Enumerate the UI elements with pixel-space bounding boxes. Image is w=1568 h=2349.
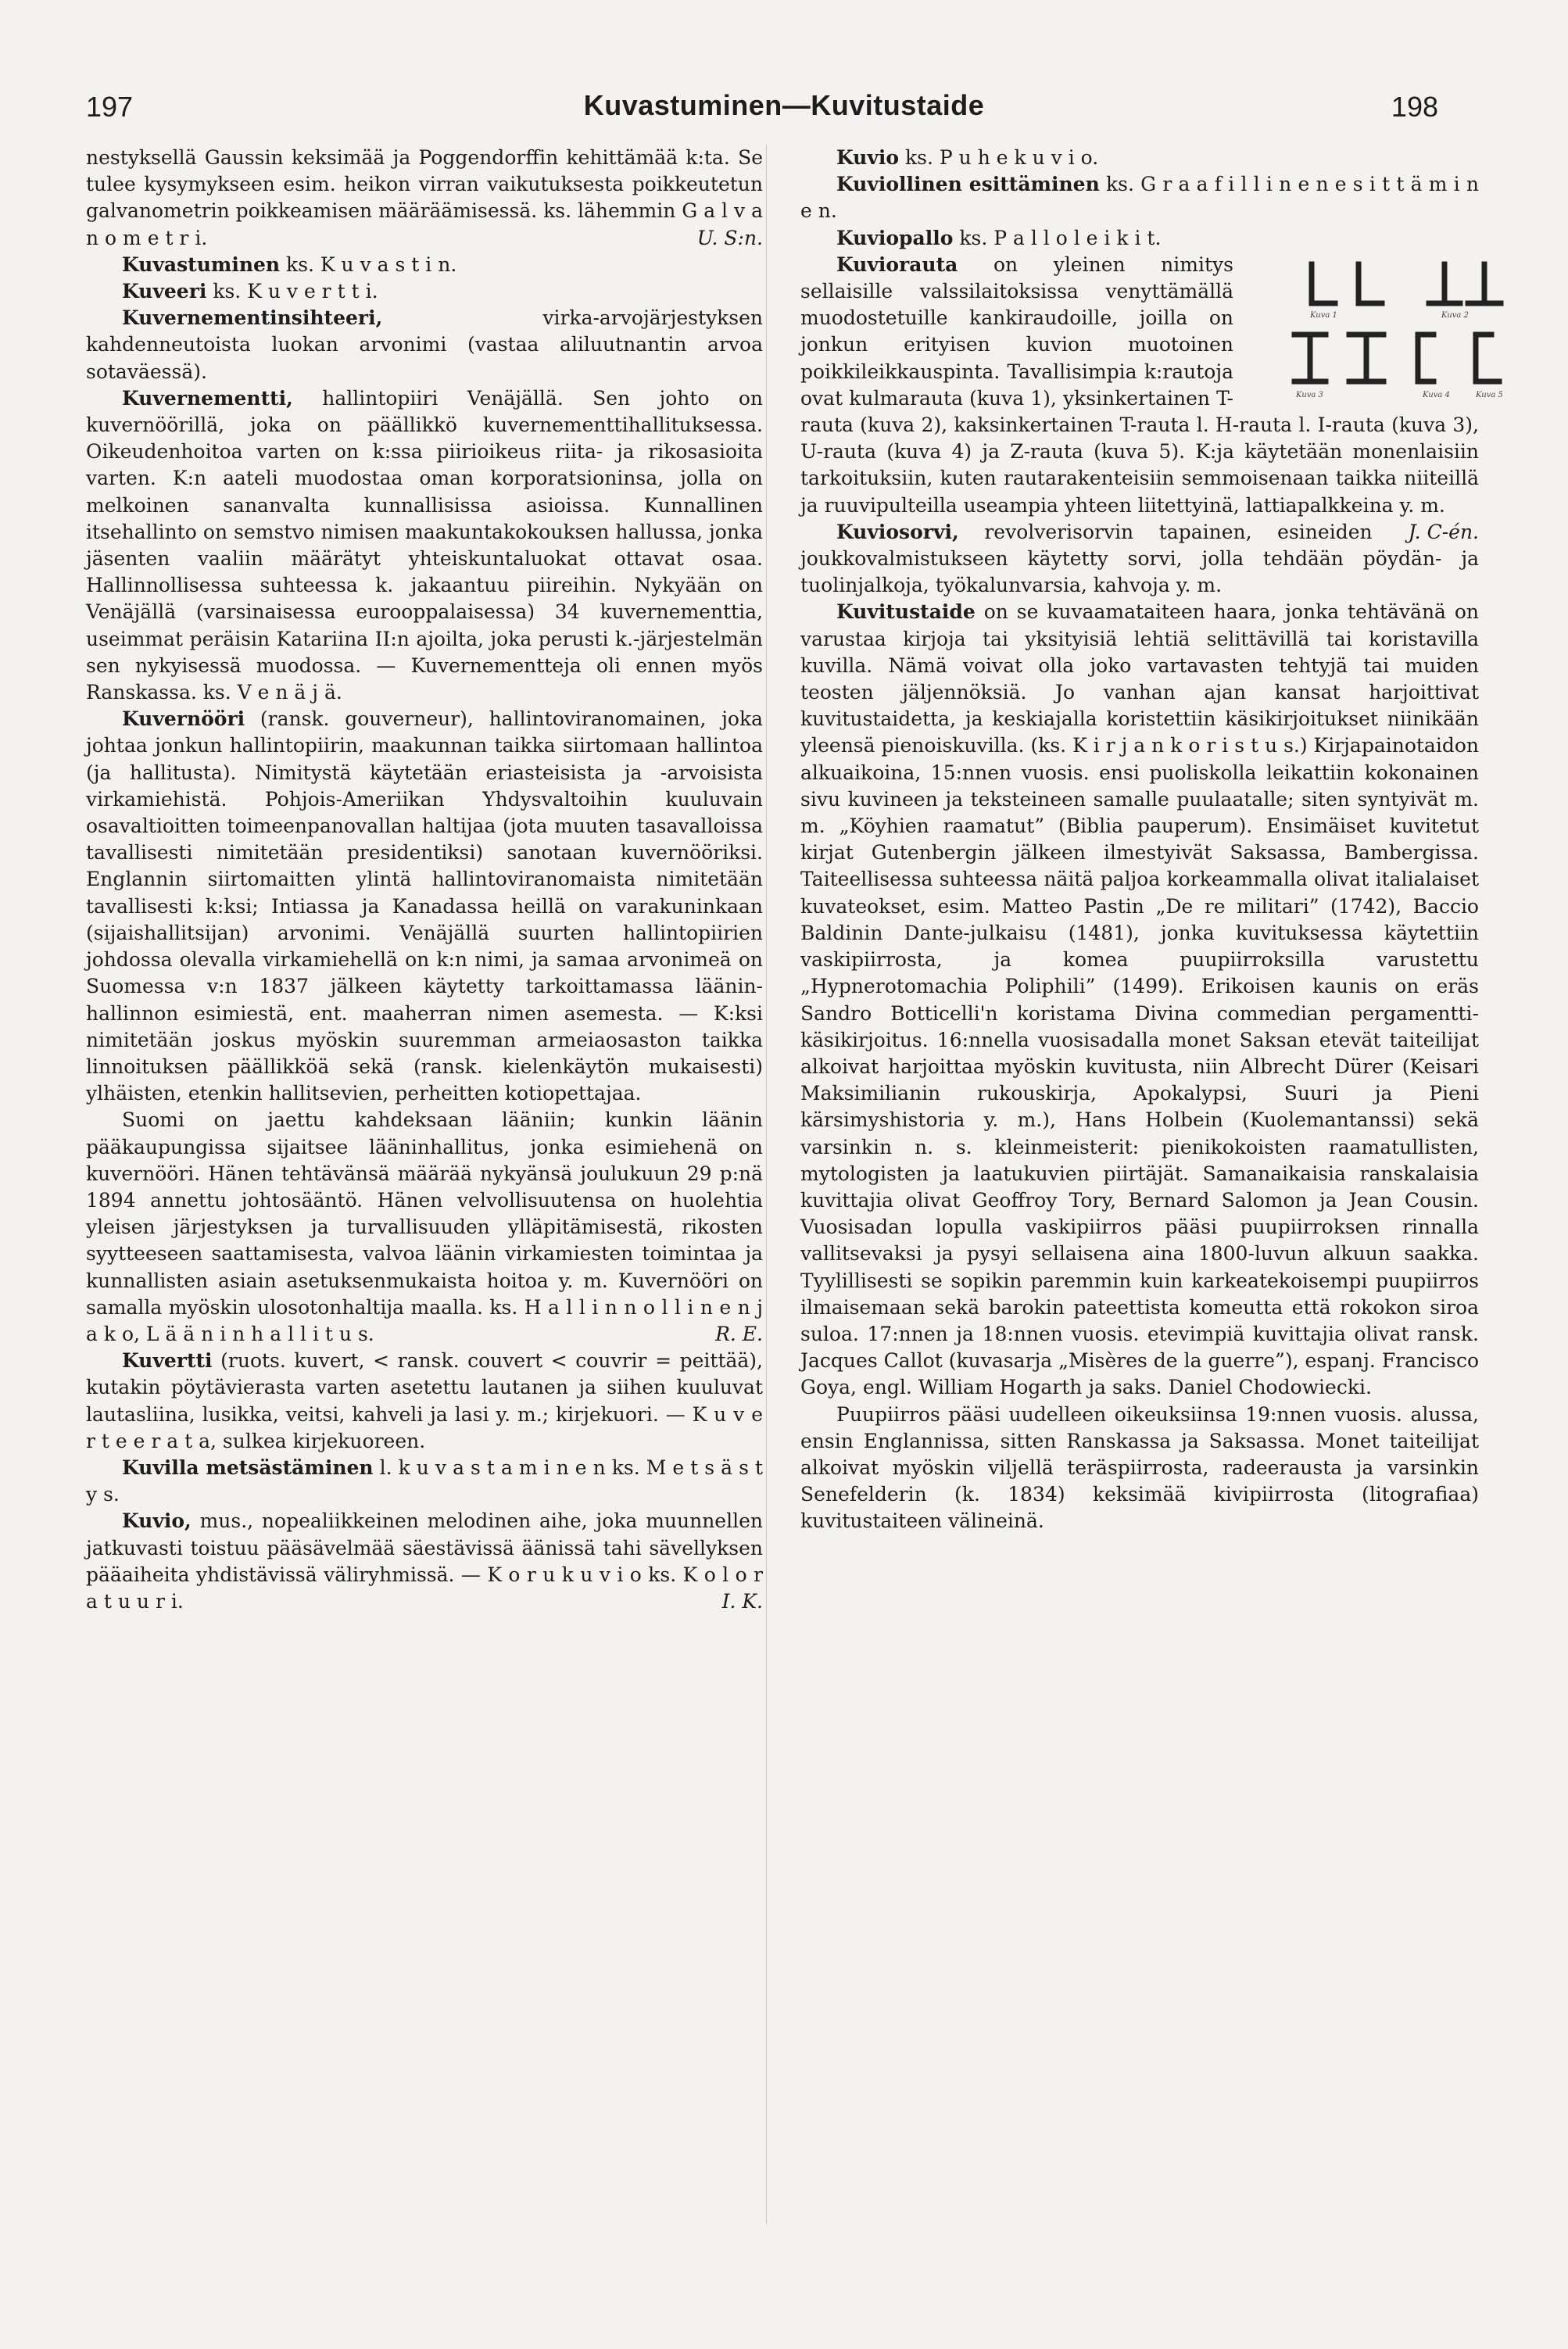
u-iron-icon xyxy=(1418,335,1434,381)
author-signature: R. E. xyxy=(715,1322,763,1345)
entry-kuviopallo: Kuviopallo ks. P a l l o l e i k i t. xyxy=(836,226,1162,249)
entry-kuvitustaide-cont: Puupiirros pääsi uudelleen oikeuksiinsa 19:nnen vuosis. alussa, ensin Englannissa, sitten Ranskassa ja Saksassa. Monet taiteilijat alkoivat myöskin viljellä teräspiirrosta, radeerausta ja varsinkin Senefelderin (k. 1834) keksimää kivipiirrosta (litografiaa) kuvitustaiteen välineinä. xyxy=(800,1402,1479,1533)
angle-iron-icon-2 xyxy=(1359,264,1382,303)
entry-kuvernoori: Kuvernööri (ransk. gouverneur), hallintoviranomainen, joka johtaa jonkun hallintopiirin, maakunnan taikka siirtomaan hallintoa (ja hallitusta). Nimitystä käytetään eriasteisista ja -arvoisista virkamiehistä. Pohjois-Ameriikan Yhdysvaltoihin kuuluvain osavaltioitten toimeenpanovallan haltijaa (jota muuten tasavalloissa tavallisesti nimitetään presidentiksi) sanotaan kuvernööriksi. Englannin siirtomaitten ylintä hallintoviranomaista nimitetään tavallisesti k:ksi; Intiassa ja Kanadassa heillä on varakuninkaan (sijaishallitsijan) arvonimi. Venäjällä suurten hallintopiirien johdossa olevalla virkamiehellä on k:n nimi, ja samaa arvonimeä on Suomessa v:n 1837 jälkeen käytetty tarkoittamassa läänin-hallinnon esimiestä, ent. maaherran nimen asemesta. — K:ksi nimitetään joskus myöskin suuremman armeiaosaston taikka linnoituksen päällikköä sekä (ransk. kielenkäytön mukaisesti) ylhäisten, etenkin hallitsevien, perheitten kotiopettajaa. xyxy=(86,707,763,1105)
entry-kuvernementinsihteeri: Kuvernementinsihteeri, virka-arvojärjestyksen kahdenneutoista luokan arvonimi (vastaa aliluutnantin arvoa sotaväessä). xyxy=(86,306,763,383)
page-number-right: 198 xyxy=(1391,91,1438,123)
entry-kuveeri: Kuveeri ks. K u v e r t t i. xyxy=(122,280,378,303)
i-beam-icon xyxy=(1294,335,1326,381)
right-column xyxy=(800,145,1503,1535)
iron-profiles-svg xyxy=(1280,256,1515,405)
entry-kuviollinen-esittaminen: Kuviollinen esittäminen ks. G r a a f i l l i n e n e s i t t ä m i n e n. xyxy=(800,173,1479,223)
entry-kuvio-mus: Kuvio, mus., nopealiikkeinen melodinen aihe, joka muunnellen jatkuvasti toistuu pääsävelmää säestävissä äänissä tahi sävellyksen pääaiheita yhdistävissä väliryhmissä. — K o r u k u v i o ks. K o l o r a t u u r i. I. K. xyxy=(86,1508,763,1615)
figure-label: Kuva 4 xyxy=(1423,390,1450,399)
t-iron-icon xyxy=(1429,264,1460,303)
figure-label: Kuva 3 xyxy=(1296,390,1323,399)
entry-kuvernementti: Kuvernementti, hallintopiiri Venäjällä. Sen johto on kuvernöörillä, joka on päällikkö kuvernementtihallituksessa. Oikeudenhoitoa varten on k:ssa piirioikeus riita- ja rikosasioita varten. K:n aateli muodostaa oman korporatsioninsa, jolla on melkoinen sananvalta kunnallisissa asioissa. Kunnallinen itsehallinto on semstvo nimisen maakuntakokouksen hallussa, jonka jäsenten vaaliin määrätyt yhteiskuntaluokat ottavat osaa. Hallinnollisessa suhteessa k. jakaantuu piireihin. Nykyään on Venäjällä (varsinaisessa eurooppalaisessa) 34 kuvernementtia, useimmat peräisin Katariina II:n ajoilta, joka perusti k.-järjestelmän sen nykyisessä muodossa. — Kuvernementteja oli ennen myös Ranskassa. ks. V e n ä j ä. xyxy=(86,386,764,704)
entry-continuation: nestyksellä Gaussin keksimää ja Poggendorffin kehittämää k:ta. Se tulee kysymykseen esim. heikon virran vaikutuksesta poikkeutetun galvanometrin poikkeamisen määräämisessä. ks. lähemmin G a l v a n o m e t r i. U. S:n. xyxy=(86,145,763,252)
entry-kuviosorvi: Kuviosorvi, revolverisorvin tapainen, esineiden joukkovalmistukseen käytetty sorvi, jolla tehdään pöydän- ja tuolinjalkoja, työkalunvarsia, kahvoja y. m. xyxy=(800,520,1479,597)
z-iron-icon xyxy=(1476,335,1499,381)
figure-label: Kuva 5 xyxy=(1476,390,1503,399)
entry-kuvitustaide: Kuvitustaide on se kuvaamataiteen haara, jonka tehtävänä on varustaa kirjoja tai yksityisiä lehtiä selittävillä tai koristavilla kuvilla. Nämä voivat olla joko vartavasten tehtyjä tai muiden teosten jäljennöksiä. Jo vanhan ajan kansat harjoittivat kuvitustaidetta, ja keskiajalla koristettiin käsikirjoitukset niinikään yleensä pienoiskuvilla. (ks. K i r j a n k o r i s t u s.) Kirjapainotaidon alkuaikoina, 15:nnen vuosis. ensi puoliskolla leikattiin kokonainen sivu kuvineen ja teksteineen samalle puulaatalle; siten syntyivät m. m. „Köyhien raamatut” (Biblia pauperum). Ensimäiset kuvitetut kirjat Gutenbergin jälkeen ilmestyivät Saksassa, Bambergissa. Taiteellisessa suhteessa näitä paljoa korkeammalla olivat italialaiset kuvateokset, esim. Matteo Pastin „De re militari” (1742), Baccio Baldinin Dante-julkaisu (1481), jonka kuvituksessa käytettiin vaskipiirrosta, ja komea puupiirroksilla varustettu „Hypnerotomachia Poliphili” (1499). Erikoisen kaunis on eräs Sandro Botticelli'n koristama Divina commedian pergamentti-käsikirjoitus. 16:nnella vuosisadalla monet Saksan etevät taiteilijat alkoivat harjoittaa myöskin kuvitusta, niin Albrecht Dürer (Keisari Maksimilianin rukouskirja, Apokalypsi, Suuri ja Pieni kärsimyshistoria y. m.), Hans Holbein (Kuolemantanssi) sekä varsinkin n. s. kleinmeisterit: pienikokoisten raamatullisten, mytologisten ja laatukuvien piirtäjät. Samanaikaisia ranskalaisia kuvittajia olivat Geoffroy Tory, Bernard Salomon ja Jean Cousin. Vuosisadan lopulla vaskipiirros pääsi puupiirroksen rinnalla vallitsevaksi ja pysyi sellaisena aina 1800-luvun alkuun saakka. Tyylillisesti se sopikin paremmin kuin karkeatekoisempi puupiirros ilmaisemaan sekä barokin pateettista komeutta että rokokon siroa suloa. 17:nnen ja 18:nnen vuosis. etevimpiä kuvittajia olivat ransk. Jacques Callot (kuvasarja „Misères de la guerre”), espanj. Francisco Goya, engl. William Hogarth ja saks. Daniel Chodowiecki. xyxy=(800,600,1480,1399)
angle-iron-icon xyxy=(1312,264,1335,303)
author-signature: I. K. xyxy=(721,1589,763,1613)
entry-kuvertti: Kuvertti (ruots. kuvert, < ransk. couvert < couvrir = peittää), kutakin pöytävierasta varten asetettu lautanen ja siihen kuuluvat lautasliina, lusikka, veitsi, kahveli ja lasi y. m.; kirjekuori. — K u v e r t e e r a t a, sulkea kirjekuoreen. xyxy=(86,1349,763,1452)
figure-label: Kuva 2 xyxy=(1441,310,1469,320)
t-iron-icon-2 xyxy=(1468,264,1501,303)
entry-kuviorauta: Kuva 1 Kuva 2 Kuva 3 Kuva 4 Kuva 5 Kuviorauta on yleinen nimitys sellaisille valssilaitoksissa venyttämällä muodostetuille kankiraudoille, joilla on jonkun erityisen kuvion muotoinen poikkileikkauspinta. Tavallisimpia k:rautoja ovat kulmarauta (kuva 1), yksinkertainen T-rauta (kuva 2), kaksinkertainen T-rauta l. H-rauta l. I-rauta (kuva 3), U-rauta (kuva 4) ja Z-rauta (kuva 5). K:ja käytetään monenlaisiin tarkoituksiin, kuten rautarakenteisiin semmoisenaan taikka niiteillä ja ruuvipulteilla useampia yhteen liitettyinä, lattiapalkkeina y. m. J. C-én. xyxy=(800,252,1479,519)
author-signature: U. S:n. xyxy=(696,226,763,249)
page-header xyxy=(0,84,1568,131)
running-title: Kuvastuminen—Kuvitustaide xyxy=(583,89,985,121)
entry-kuvilla-metsastaminen: Kuvilla metsästäminen l. k u v a s t a m i n e n ks. M e t s ä s t y s. xyxy=(86,1456,763,1506)
figure-label: Kuva 1 xyxy=(1310,310,1337,320)
iron-profiles-figure xyxy=(1244,256,1503,405)
i-beam-icon-2 xyxy=(1349,335,1384,381)
author-signature: J. C-én. xyxy=(1408,520,1479,543)
entry-kuvio: Kuvio ks. P u h e k u v i o. xyxy=(836,146,1099,169)
entry-kuvernoori-suomi: Suomi on jaettu kahdeksaan lääniin; kunkin läänin pääkaupungissa sijaitsee lääninhallitus, jonka esimiehenä on kuvernööri. Hänen tehtävänsä määrää nykyänsä joulukuun 29 p:nä 1894 annettu johtosääntö. Hänen velvollisuutensa on huolehtia yleisen järjestyksen ja turvallisuuden ylläpitämisestä, rikosten syytteeseen saattamisesta, valvoa läänin virkamiesten toimintaa ja kunnallisten asiain asetuksenmukaista hoitoa y. m. Kuvernööri on samalla myöskin ulosotonhaltija maalla. ks. H a l l i n n o l l i n e n j a k o, L ä ä n i n h a l l i t u s. R. E. xyxy=(86,1107,763,1348)
page-number-left: 197 xyxy=(86,91,134,123)
entry-kuvastuminen: Kuvastuminen ks. K u v a s t i n. xyxy=(122,252,457,276)
column-divider xyxy=(766,145,767,2224)
left-column xyxy=(86,145,763,1615)
